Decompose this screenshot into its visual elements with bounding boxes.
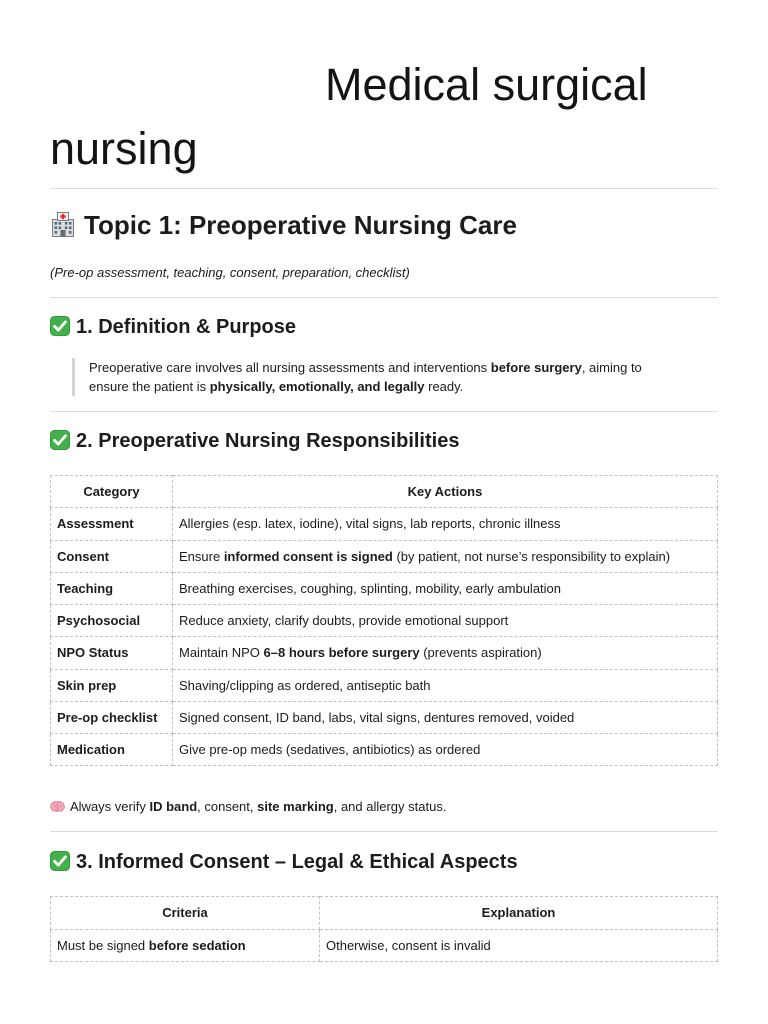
section-divider (50, 297, 718, 298)
check-mark-button-icon (50, 316, 70, 336)
explanation-cell: Otherwise, consent is invalid (320, 929, 718, 961)
table-row (51, 605, 718, 637)
section-divider (50, 188, 718, 189)
cell-text: Breathing exercises, coughing, splinting, mobility, early ambulation (179, 580, 562, 596)
section-heading-responsibilities (50, 427, 718, 455)
check-mark-button-icon (50, 851, 70, 871)
table-row (51, 637, 718, 669)
cell-text: Must be signed (57, 937, 149, 953)
cell-text: (by patient, not nurse’s responsibility to explain) (392, 548, 671, 564)
table-row (51, 669, 718, 701)
category-cell: Psychosocial (51, 605, 173, 637)
column-header-criteria: Criteria (51, 897, 320, 929)
document-title: Medical surgical nursing (50, 59, 648, 174)
definition-quote (72, 358, 688, 396)
quote-bold-text: physically, emotionally, and legally (209, 379, 425, 394)
column-header-explanation: Explanation (320, 897, 718, 929)
quote-text: Preoperative care involves all nursing assessments and interventions (89, 360, 491, 375)
section-heading-text: 3. Informed Consent – Legal & Ethical Aspects (76, 851, 518, 874)
key-actions-cell (173, 605, 718, 637)
responsibilities-table (50, 475, 718, 766)
table-header-row (51, 897, 718, 929)
cell-text: Give pre-op meds (sedatives, antibiotics) as ordered (179, 742, 481, 758)
cell-text: Shaving/clipping as ordered, antiseptic bath (179, 677, 431, 693)
category-cell: Skin prep (51, 669, 173, 701)
informed-consent-table (50, 896, 718, 962)
table-row (51, 572, 718, 604)
cell-bold-text: before sedation (148, 937, 246, 953)
cell-bold-text: informed consent is signed (223, 548, 393, 564)
column-header-category: Category (51, 476, 173, 508)
brain-icon (50, 801, 65, 812)
document-page (50, 0, 718, 962)
section-heading-informed-consent (50, 848, 718, 876)
column-header-key-actions: Key Actions (173, 476, 718, 508)
category-cell: NPO Status (51, 637, 173, 669)
key-actions-cell (173, 540, 718, 572)
note-text: Always verify (70, 799, 150, 815)
table-row (51, 540, 718, 572)
criteria-cell (51, 929, 320, 961)
key-actions-cell (173, 734, 718, 766)
key-actions-cell (173, 572, 718, 604)
section-heading-text: 2. Preoperative Nursing Responsibilities (76, 430, 460, 452)
topic-heading-text: Topic 1: Preoperative Nursing Care (84, 210, 517, 240)
note-text: , and allergy status. (333, 799, 447, 815)
table-row (51, 701, 718, 733)
quote-bold-text: before surgery (490, 360, 582, 375)
hospital-icon (50, 211, 76, 237)
cell-text: Ensure (179, 548, 224, 564)
cell-text: (prevents aspiration) (419, 645, 542, 661)
category-cell: Assessment (51, 508, 173, 540)
key-actions-cell (173, 669, 718, 701)
section-heading-text: 1. Definition & Purpose (76, 316, 297, 338)
key-actions-cell (173, 701, 718, 733)
quote-text: , aiming to ensure the patient is (89, 360, 642, 394)
cell-text: Reduce anxiety, clarify doubts, provide emotional support (179, 613, 509, 629)
note-bold-text: ID band (149, 799, 198, 815)
cell-text: Maintain NPO (179, 645, 264, 661)
verification-note (50, 797, 718, 816)
cell-text: Signed consent, ID band, labs, vital signs, dentures removed, voided (179, 709, 575, 725)
note-bold-text: site marking (257, 799, 334, 815)
table-row (51, 508, 718, 540)
table-row (51, 734, 718, 766)
category-cell: Pre-op checklist (51, 701, 173, 733)
section-divider (50, 831, 718, 832)
key-actions-cell (173, 637, 718, 669)
cell-text: Allergies (esp. latex, iodine), vital signs, lab reports, chronic illness (179, 516, 561, 532)
table-row (51, 929, 718, 961)
section-heading-definition (50, 313, 718, 341)
cell-bold-text: 6–8 hours before surgery (263, 645, 420, 661)
topic-subtitle: (Pre-op assessment, teaching, consent, preparation, checklist) (50, 265, 410, 280)
quote-text: ready. (424, 379, 464, 394)
category-cell: Consent (51, 540, 173, 572)
key-actions-cell (173, 508, 718, 540)
topic-heading (50, 207, 718, 243)
table-header-row (51, 476, 718, 508)
note-text: , consent, (197, 799, 258, 815)
section-divider (50, 411, 718, 412)
category-cell: Medication (51, 734, 173, 766)
check-mark-button-icon (50, 430, 70, 450)
category-cell: Teaching (51, 572, 173, 604)
